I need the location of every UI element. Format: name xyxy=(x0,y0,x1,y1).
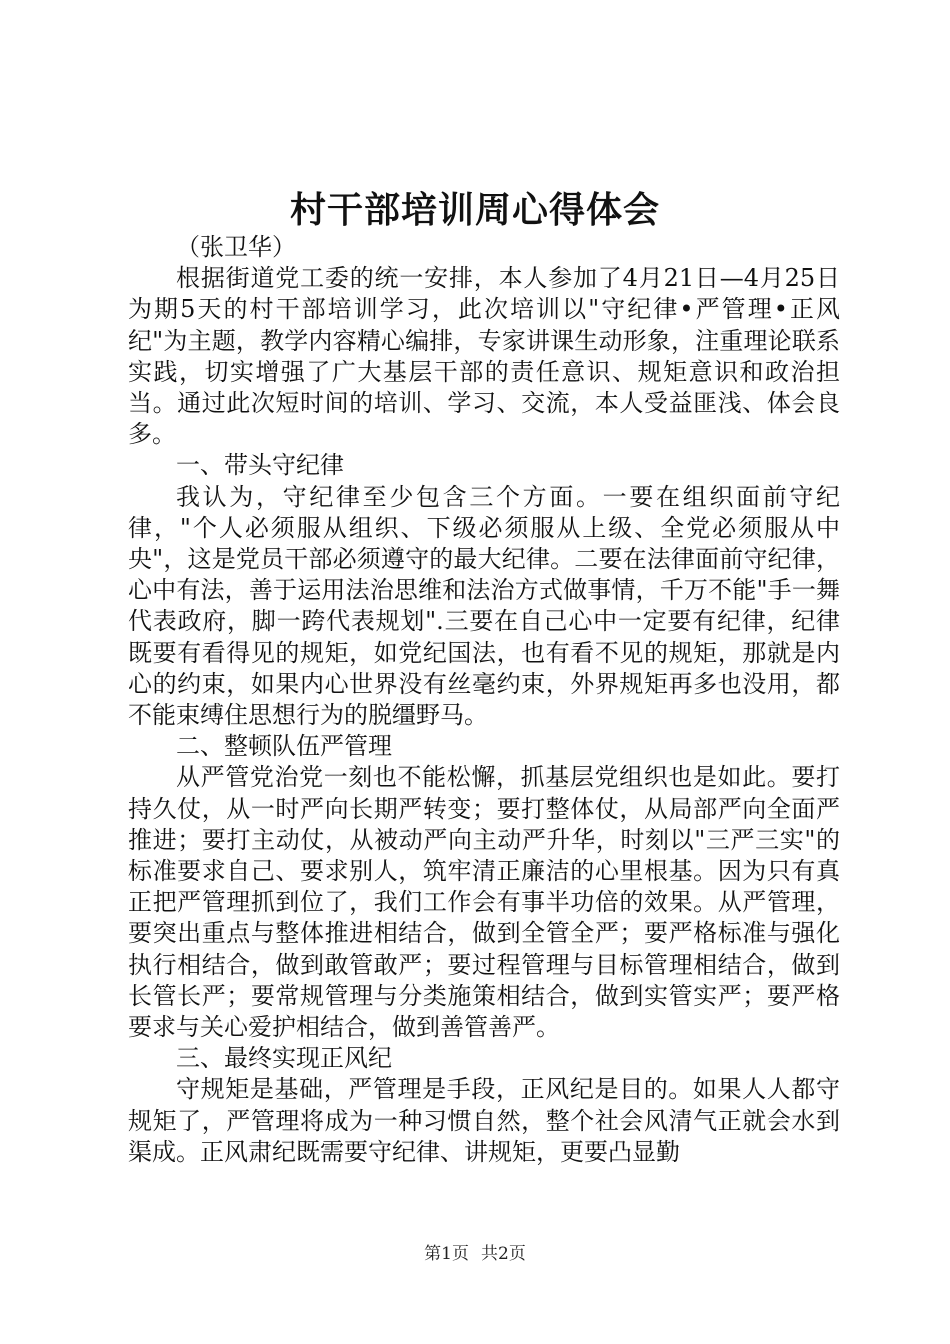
section-1-paragraph: 我认为，守纪律至少包含三个方面。一要在组织面前守纪律，"个人必须服从组织、下级必须服从上级、全党必须服从中央"，这是党员干部必须遵守的最大纪律。二要在法律面前守纪律，心中有法，善于运用法治思维和法治方式做事情，千万不能"手一舞代表政府，脚一跨代表规划".三要在自己心中一定要有纪律，纪律既要有看得见的规矩，如党纪国法，也有看不见的规矩，那就是内心的约束，如果内心世界没有丝毫约束，外界规矩再多也没用，都不能束缚住思想行为的脱缰野马。 xyxy=(128,482,840,730)
section-heading-3: 三、最终实现正风纪 xyxy=(176,1044,392,1073)
section-heading-2: 二、整顿队伍严管理 xyxy=(176,732,392,761)
section-2-paragraph: 从严管党治党一刻也不能松懈，抓基层党组织也是如此。要打持久仗，从一时严向长期严转变；要打整体仗，从局部严向全面严推进；要打主动仗，从被动严向主动严升华，时刻以"三严三实"的标准要求自己、要求别人，筑牢清正廉洁的心里根基。因为只有真正把严管理抓到位了，我们工作会有事半功倍的效果。从严管理，要突出重点与整体推进相结合，做到全管全严；要严格标准与强化执行相结合，做到敢管敢严；要过程管理与目标管理相结合，做到长管长严；要常规管理与分类施策相结合，做到实管实严；要严格要求与关心爱护相结合，做到善管善严。 xyxy=(128,763,840,1042)
section-heading-1: 一、带头守纪律 xyxy=(176,451,344,480)
page-footer xyxy=(0,1242,950,1266)
document-title: 村干部培训周心得体会 xyxy=(289,189,660,231)
author-line: （张卫华） xyxy=(176,233,296,261)
page-number: 第1页 xyxy=(424,1244,469,1264)
section-3-paragraph: 守规矩是基础，严管理是手段，正风纪是目的。如果人人都守规矩了，严管理将成为一种习惯自然，整个社会风清气正就会水到渠成。正风肃纪既需要守纪律、讲规矩，更要凸显勤 xyxy=(128,1075,840,1166)
page-total: 共2页 xyxy=(481,1244,526,1264)
document-body xyxy=(128,232,840,1168)
intro-paragraph: 根据街道党工委的统一安排，本人参加了4月21日—4月25日为期5天的村干部培训学习，此次培训以"守纪律•严管理•正风纪"为主题，教学内容精心编排，专家讲课生动形象，注重理论联系实践，切实增强了广大基层干部的责任意识、规矩意识和政治担当。通过此次短时间的培训、学习、交流，本人受益匪浅、体会良多。 xyxy=(128,264,840,449)
